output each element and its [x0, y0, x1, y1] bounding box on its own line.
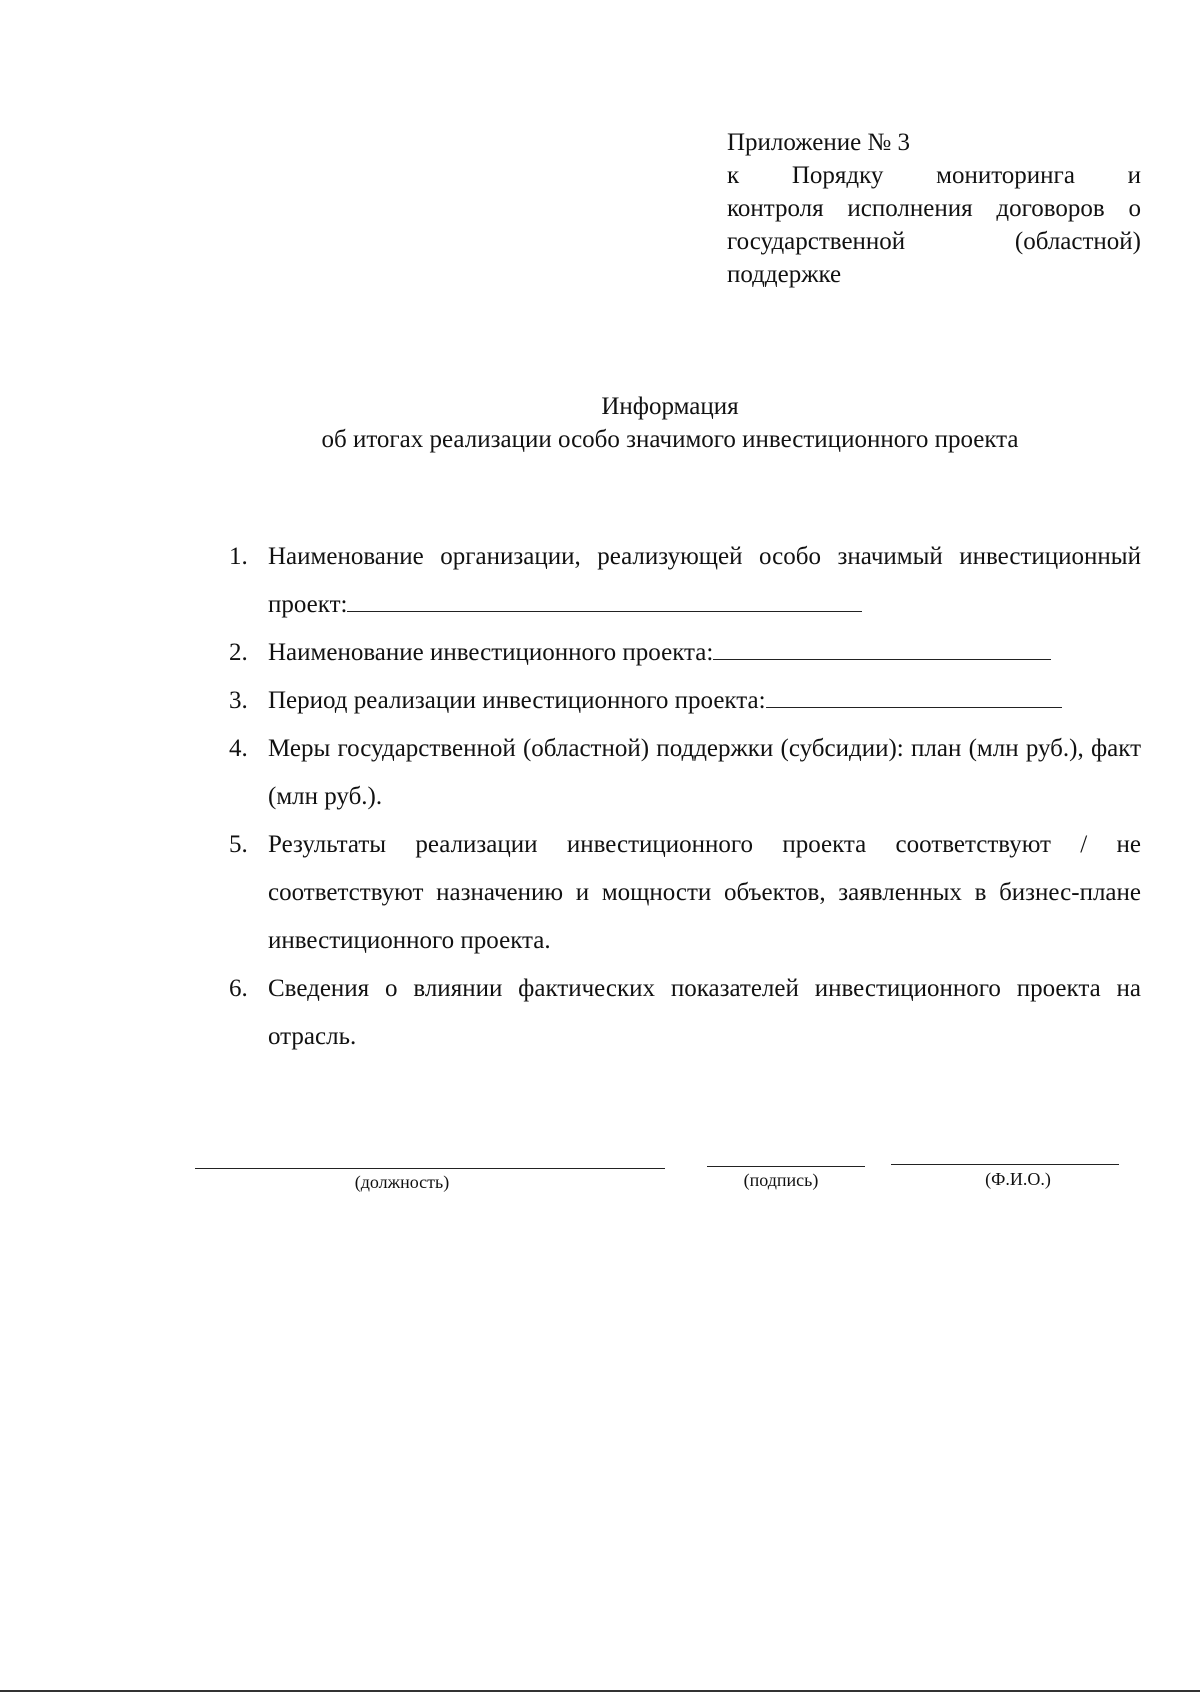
- appendix-number: Приложение № 3: [727, 129, 911, 156]
- fill-in-blank[interactable]: [713, 635, 1051, 660]
- list-item: [229, 725, 1141, 821]
- list-item-text: Наименование инвестиционного проекта:: [268, 639, 714, 666]
- list-item: [229, 821, 1141, 965]
- list-item-number: 6.: [229, 975, 248, 1002]
- list-item: [229, 629, 1141, 677]
- document-title: [0, 390, 1200, 456]
- list-item-number: 2.: [229, 639, 248, 666]
- list-item-text: Результаты реализации инвестиционного проекта соответствуют / не соответствуют назначению и мощности объектов, заявленных в бизнес-плане инвестиционного проекта.: [268, 831, 1141, 954]
- list-item: [229, 677, 1141, 725]
- position-label: (должность): [354, 1172, 450, 1192]
- list-item-text: Период реализации инвестиционного проекта:: [268, 687, 766, 714]
- list-item-text: Сведения о влиянии фактических показателей инвестиционного проекта на отрасль.: [268, 975, 1141, 1050]
- info-list: [229, 533, 1141, 1061]
- appendix-line-3: контроля исполнения договоров о: [727, 195, 1141, 222]
- list-item: [229, 965, 1141, 1061]
- name-line[interactable]: [891, 1164, 1119, 1165]
- bottom-border: [0, 1690, 1200, 1692]
- appendix-line-2: к Порядку мониторинга и: [727, 162, 1141, 189]
- list-item-text: Меры государственной (областной) поддержки (субсидии): план (млн руб.), факт (млн руб.).: [268, 735, 1141, 810]
- list-item-number: 5.: [229, 831, 248, 858]
- list-item-number: 1.: [229, 543, 248, 570]
- appendix-line-4: государственной (областной): [727, 228, 1141, 255]
- list-item-number: 4.: [229, 735, 248, 762]
- list-item: [229, 533, 1141, 629]
- fill-in-blank[interactable]: [347, 587, 862, 612]
- signature-line[interactable]: [707, 1166, 865, 1167]
- fill-in-blank[interactable]: [766, 683, 1062, 708]
- signature-label: (подпись): [743, 1170, 819, 1190]
- list-item-number: 3.: [229, 687, 248, 714]
- position-line[interactable]: [195, 1168, 665, 1169]
- title-subheading: об итогах реализации особо значимого инвестиционного проекта: [321, 426, 1019, 453]
- appendix-header: [727, 126, 1141, 291]
- name-label: (Ф.И.О.): [985, 1169, 1051, 1189]
- appendix-line-5: поддержке: [727, 261, 842, 288]
- title-heading: Информация: [601, 393, 739, 420]
- list-item-text: Наименование организации, реализующей особо значимый инвестиционный проект:: [268, 543, 1141, 618]
